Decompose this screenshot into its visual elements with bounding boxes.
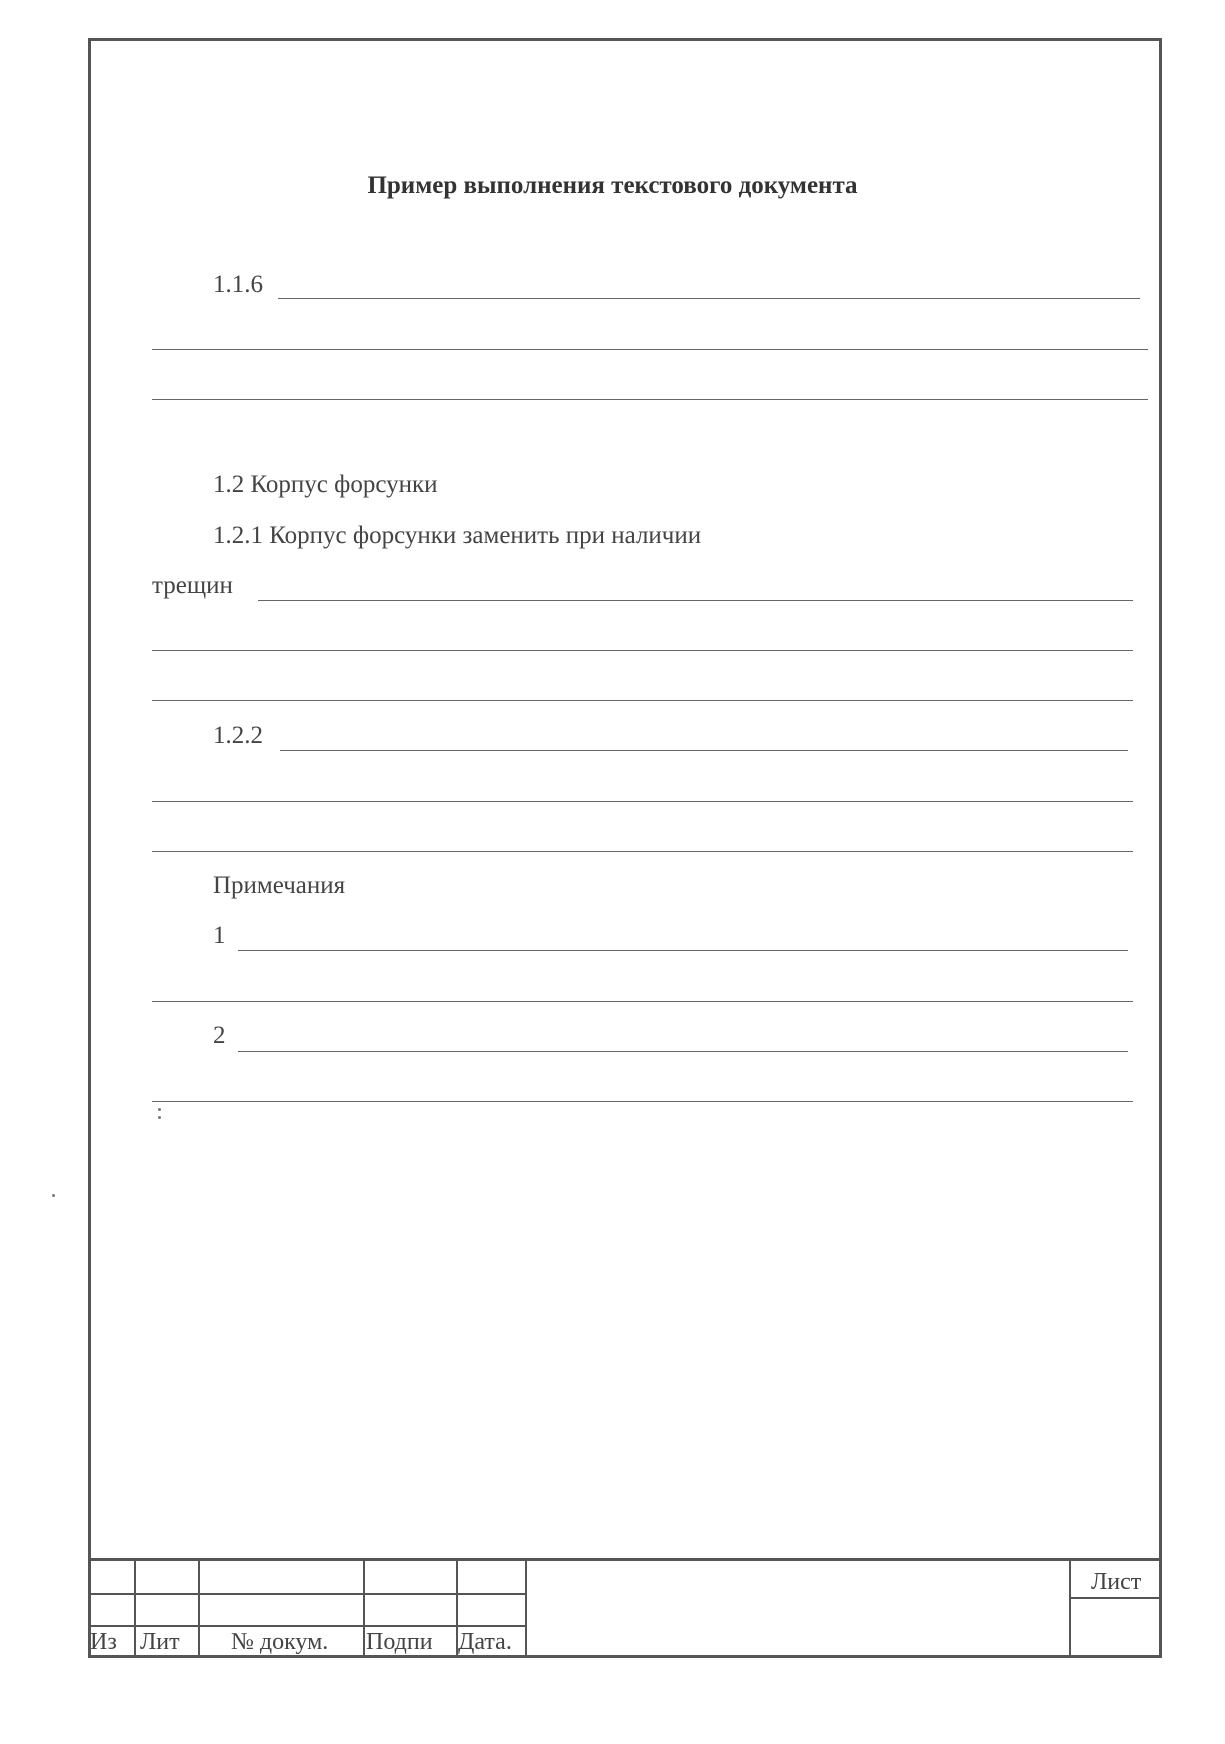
fill-line [152,1001,1133,1002]
item-1-1-6-label: 1.1.6 [213,271,263,298]
fill-line [152,650,1133,651]
scan-speck [158,1108,161,1111]
fill-line [152,801,1133,802]
stamp-sheet-label: Лист [1091,1569,1142,1595]
item-1-2-1-text: 1.2.1 Корпус форсунки заменить при наличии [213,522,702,549]
stamp-row-line [88,1593,525,1595]
fill-line [152,399,1148,400]
stamp-doc-number-label: № докум. [231,1629,329,1655]
item-1-2-1-continuation: трещин [152,572,233,599]
scan-speck [158,1116,161,1119]
fill-line [258,600,1133,601]
fill-line [152,851,1133,852]
fill-line [278,298,1140,299]
stamp-divider [198,1561,200,1658]
stamp-row-line [88,1625,525,1627]
section-1-2-heading: 1.2 Корпус форсунки [213,471,438,498]
stamp-divider [525,1561,527,1658]
stamp-lit-label: Лит [140,1629,180,1655]
document-title: Пример выполнения текстового документа [367,172,858,199]
stamp-divider [1069,1561,1071,1658]
fill-line [152,349,1148,350]
note-2-label: 2 [213,1022,226,1049]
stamp-izm-label: Из [90,1629,117,1655]
stamp-row-line [1069,1597,1159,1599]
stamp-divider [363,1561,365,1658]
fill-line [152,1101,1133,1102]
scan-speck [52,1194,55,1197]
stamp-date-label: Дата. [458,1629,512,1655]
fill-line [152,700,1133,701]
fill-line [280,750,1128,751]
fill-line [238,1051,1128,1052]
notes-heading: Примечания [213,872,346,899]
item-1-2-2-label: 1.2.2 [213,722,263,749]
stamp-divider [134,1561,136,1658]
note-1-label: 1 [213,922,226,949]
title-block [88,1558,1162,1658]
stamp-signature-label: Подпи [366,1629,433,1655]
fill-line [238,950,1128,951]
